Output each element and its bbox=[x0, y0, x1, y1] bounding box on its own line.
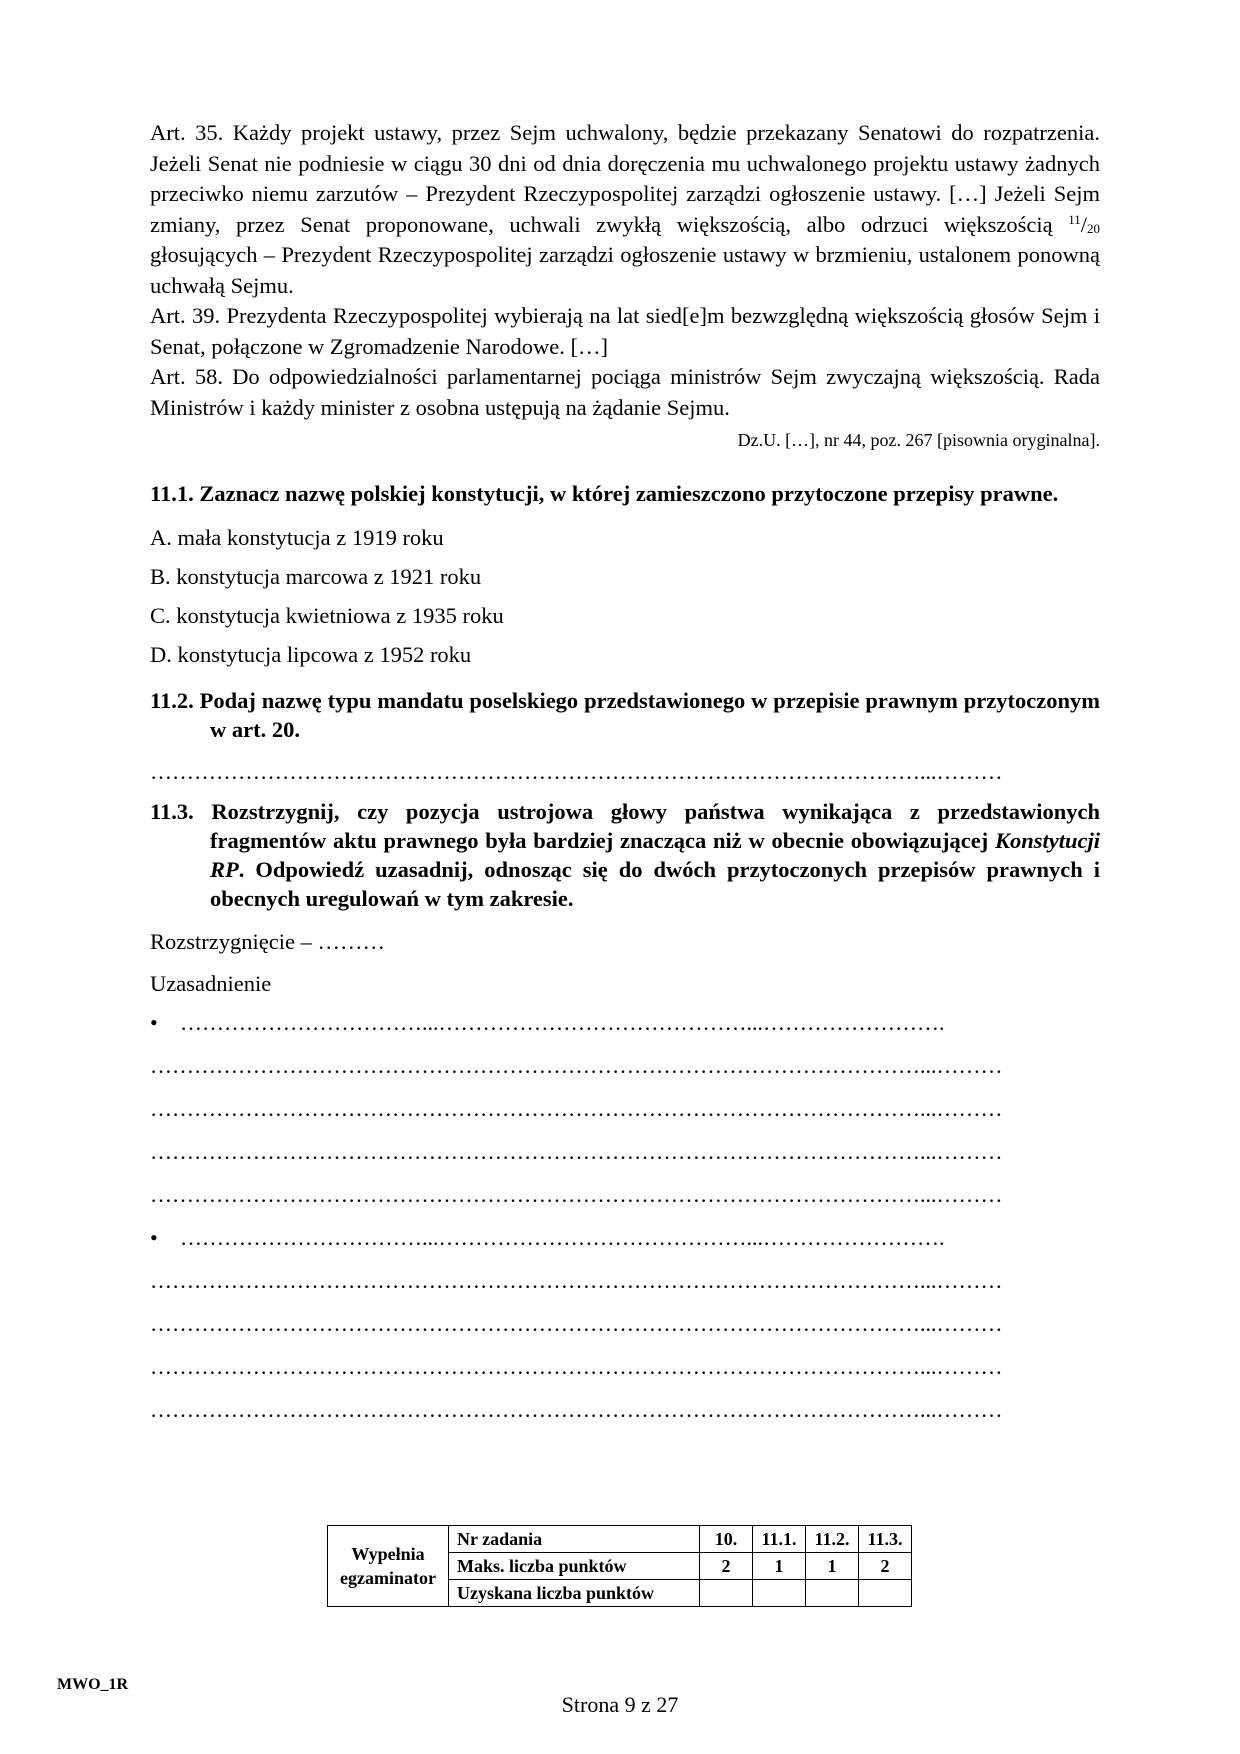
article-39: Art. 39. Prezydenta Rzeczypospolitej wybierają na lat sied[e]m bezwzględną większością głosów Sejm i Senat, połączone w Zgromadzenie Narodowe. […] bbox=[150, 303, 1100, 359]
answer-line[interactable]: ……………………………………………………………………………………………...……… bbox=[150, 1096, 1003, 1121]
answer-line[interactable]: ……………………………………………………………………………………………...……… bbox=[150, 1354, 1003, 1379]
score-table bbox=[327, 1525, 912, 1607]
task-number: 11.3. bbox=[859, 1526, 912, 1553]
bullet-icon: • bbox=[150, 1225, 158, 1250]
max-points: 1 bbox=[806, 1553, 859, 1580]
max-points: 2 bbox=[859, 1553, 912, 1580]
answer-line[interactable]: ……………………………………………………………………………………………...……… bbox=[150, 1397, 1003, 1422]
fraction-denominator: 20 bbox=[1087, 220, 1100, 236]
option-d[interactable]: D. konstytucja lipcowa z 1952 roku bbox=[150, 642, 472, 667]
max-points: 2 bbox=[700, 1553, 753, 1580]
exam-page bbox=[150, 118, 1100, 1431]
answer-line-11-2[interactable]: ……………………………………………………………………………………………...……… bbox=[150, 759, 1003, 784]
obtained-points-cell[interactable] bbox=[806, 1580, 859, 1607]
answer-line[interactable]: ……………………………………………………………………………………………...……… bbox=[150, 1268, 1003, 1293]
task-number: 11.1. bbox=[753, 1526, 806, 1553]
task-number: 11.2. bbox=[806, 1526, 859, 1553]
obtained-points-cell[interactable] bbox=[753, 1580, 806, 1607]
source-citation: Dz.U. […], nr 44, poz. 267 [pisownia oryginalna]. bbox=[737, 430, 1100, 450]
answer-line[interactable]: ……………………………………………………………………………………………...……… bbox=[150, 1182, 1003, 1207]
bullet-row-2[interactable] bbox=[150, 1216, 1100, 1259]
source-text bbox=[150, 118, 1100, 453]
answer-line[interactable]: ……………………………………………………………………………………………...……… bbox=[150, 1311, 1003, 1336]
article-35: Art. 35. Każdy projekt ustawy, przez Sejm uchwalony, będzie przekazany Senatowi do rozpatrzenia. Jeżeli Senat nie podniesie w ciągu 30 dni od dnia doręczenia mu uchwalonego projektu ustawy żadnych przeciwko niemu zarzutów – Prezydent Rzeczypospolitej zarządzi ogłoszenie ustawy. […] Jeżeli Sejm zmiany, przez Senat proponowane, uchwali zwykłą większością, albo odrzuci większością $^{11}/_{20}$ głosujących – Prezydent Rzeczypospolitej zarządzi ogłoszenie ustawy w brzmieniu, ustalonem ponowną uchwałą Sejmu. bbox=[150, 120, 1101, 298]
fraction-numerator: 11 bbox=[1068, 211, 1081, 227]
question-11-1: 11.1. Zaznacz nazwę polskiej konstytucji, w której zamieszczono przytoczone przepisy prawne. bbox=[150, 481, 1059, 506]
obtained-points-label: Uzyskana liczba punktów bbox=[449, 1580, 700, 1607]
task-number-label: Nr zadania bbox=[449, 1526, 700, 1553]
obtained-points-cell[interactable] bbox=[700, 1580, 753, 1607]
score-table-side-label: Wypełnia egzaminator bbox=[328, 1526, 449, 1607]
answer-line[interactable]: ……………………………………………………………………………………………...……… bbox=[150, 1053, 1003, 1078]
max-points: 1 bbox=[753, 1553, 806, 1580]
answer-line[interactable]: ……………………………………………………………………………………………...……… bbox=[150, 1139, 1003, 1164]
option-a[interactable]: A. mała konstytucja z 1919 roku bbox=[150, 525, 444, 550]
bullet-row-1[interactable] bbox=[150, 1001, 1100, 1044]
task-number: 10. bbox=[700, 1526, 753, 1553]
question-11-2: 11.2. Podaj nazwę typu mandatu poselskiego przedstawionego w przepisie prawnym przytoczonym w art. 20. bbox=[150, 688, 1100, 742]
answer-line[interactable]: ……………………………...……………………………………...……………………. bbox=[180, 1010, 945, 1035]
exam-code: MWO_1R bbox=[57, 1676, 129, 1693]
obtained-points-cell[interactable] bbox=[859, 1580, 912, 1607]
answer-line[interactable]: ……………………………...……………………………………...……………………. bbox=[180, 1225, 945, 1250]
question-11-3: 11.3. Rozstrzygnij, czy pozycja ustrojowa głowy państwa wynikająca z przedstawionych fragmentów aktu prawnego była bardziej znacząca niż w obecnie obowiązującej Konstytucji RP. Odpowiedź uzasadnij, odnosząc się do dwóch przytoczonych przepisów prawnych i obecnych uregulowań w tym zakresie. bbox=[150, 799, 1100, 911]
option-c[interactable]: C. konstytucja kwietniowa z 1935 roku bbox=[150, 603, 504, 628]
option-b[interactable]: B. konstytucja marcowa z 1921 roku bbox=[150, 564, 482, 589]
justification-label: Uzasadnienie bbox=[150, 971, 272, 996]
max-points-label: Maks. liczba punktów bbox=[449, 1553, 700, 1580]
page-number: Strona 9 z 27 bbox=[561, 1692, 679, 1717]
article-58: Art. 58. Do odpowiedzialności parlamentarnej pociąga ministrów Sejm zwyczajną większością. Rada Ministrów i każdy minister z osobna ustępują na żądanie Sejmu. bbox=[150, 364, 1101, 420]
decision-label[interactable]: Rozstrzygnięcie – ……… bbox=[150, 929, 385, 954]
bullet-icon: • bbox=[150, 1010, 158, 1035]
